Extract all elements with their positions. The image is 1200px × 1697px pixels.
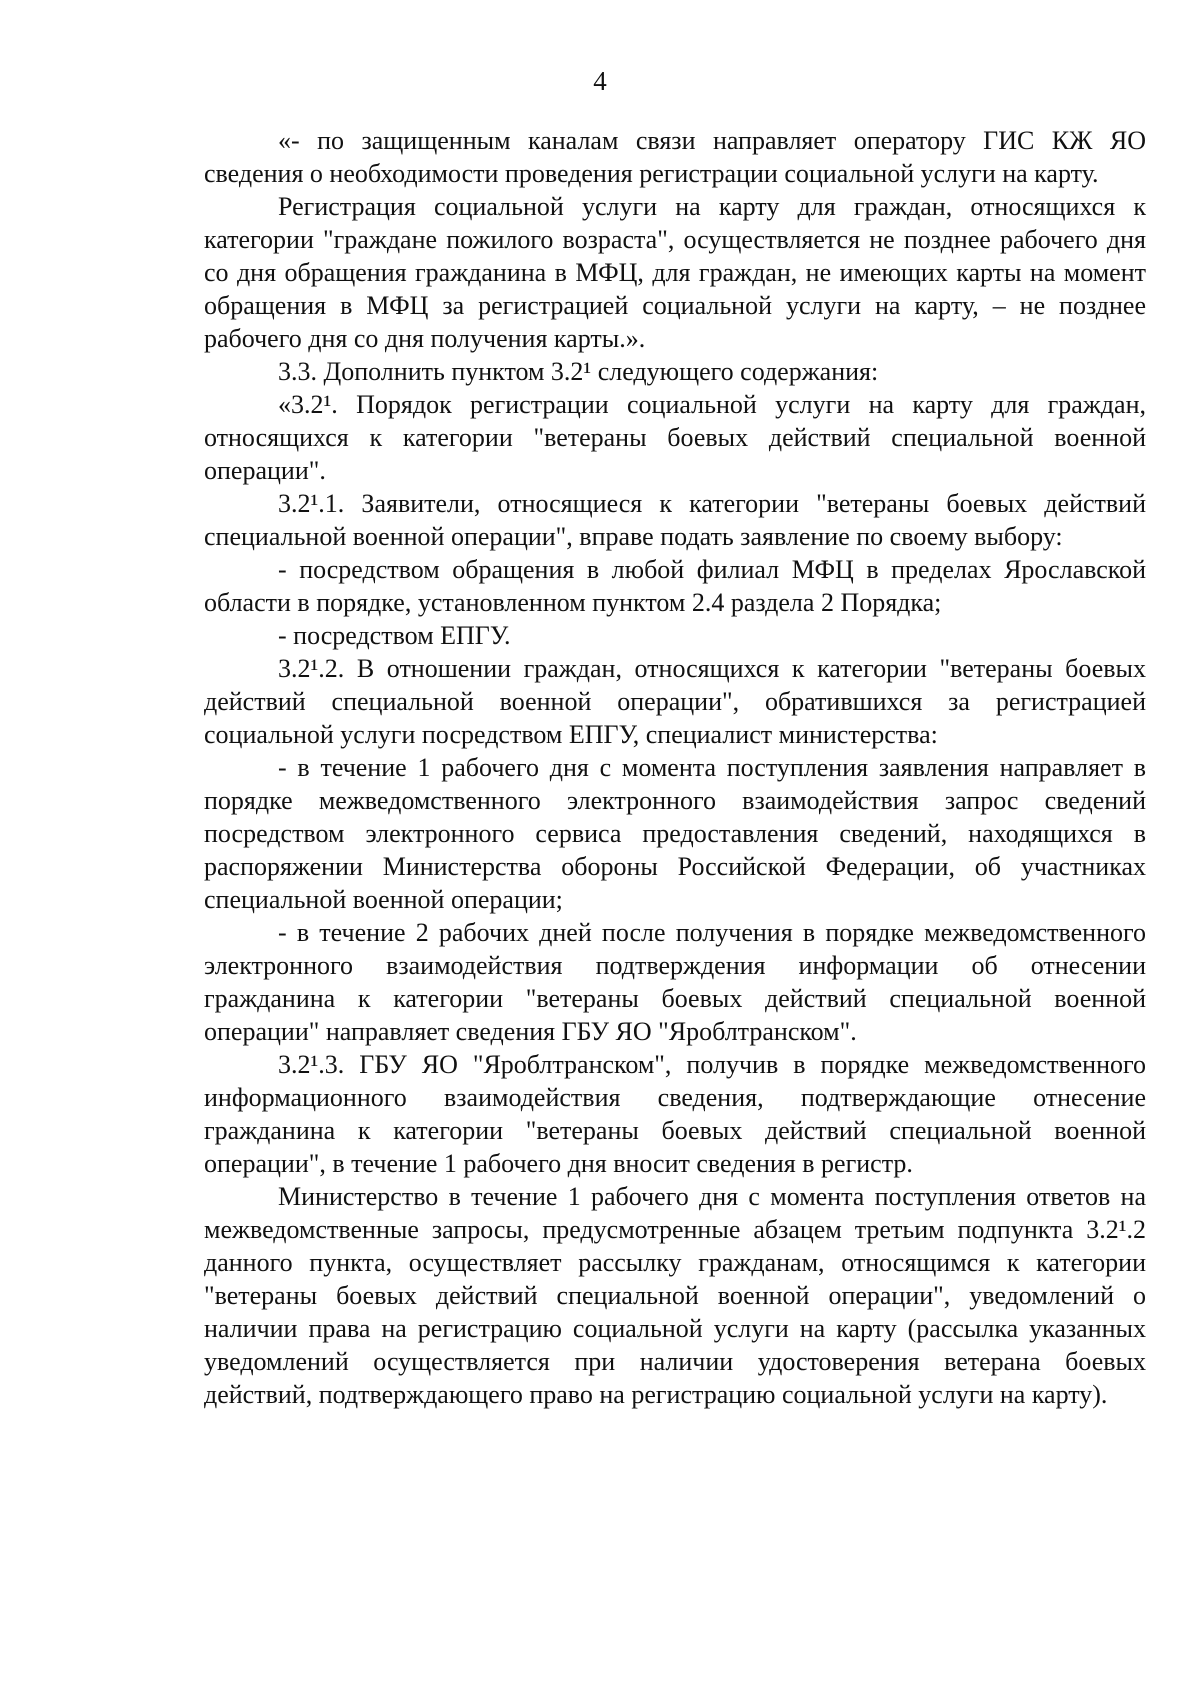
paragraph-9: - в течение 1 рабочего дня с момента поступления заявления направляет в порядке межведомственного электронного взаимодействия запрос сведений посредством электронного сервиса предоставления сведений, находящихся в распоряжении Министерства обороны Российской Федерации, об участниках специальной военной операции; (204, 753, 1146, 914)
paragraph-11: 3.2¹.3. ГБУ ЯО "Яроблтранском", получив в порядке межведомственного информационного взаимодействия сведения, подтверждающие отнесение гражданина к категории "ветераны боевых действий специальной военной операции", в течение 1 рабочего дня вносит сведения в регистр. (204, 1050, 1146, 1178)
paragraph-8: 3.2¹.2. В отношении граждан, относящихся к категории "ветераны боевых действий специальной военной операции", обратившихся за регистрацией социальной услуги посредством ЕПГУ, специалист министерства: (204, 654, 1146, 749)
paragraph-7: - посредством ЕПГУ. (278, 621, 511, 650)
paragraph-12: Министерство в течение 1 рабочего дня с момента поступления ответов на межведомственные запросы, предусмотренные абзацем третьим подпункта 3.2¹.2 данного пункта, осуществляет рассылку гражданам, относящимся к категории "ветераны боевых действий специальной военной операции", уведомлений о наличии права на регистрацию социальной услуги на карту (рассылка указанных уведомлений осуществляется при наличии удостоверения ветерана боевых действий, подтверждающего право на регистрацию социальной услуги на карту). (204, 1182, 1146, 1409)
page-number: 4 (593, 66, 607, 96)
paragraph-2: Регистрация социальной услуги на карту для граждан, относящихся к категории "граждане пожилого возраста", осуществляется не позднее рабочего дня со дня обращения гражданина в МФЦ, для граждан, не имеющих карты на момент обращения в МФЦ за регистрацией социальной услуги на карту, – не позднее рабочего дня со дня получения карты.». (204, 192, 1146, 353)
paragraph-3: 3.3. Дополнить пунктом 3.2¹ следующего содержания: (278, 357, 879, 386)
paragraph-4: «3.2¹. Порядок регистрации социальной услуги на карту для граждан, относящихся к категории "ветераны боевых действий специальной военной операции". (204, 390, 1146, 485)
paragraph-1: «- по защищенным каналам связи направляет оператору ГИС КЖ ЯО сведения о необходимости проведения регистрации социальной услуги на карту. (204, 126, 1146, 188)
paragraph-5: 3.2¹.1. Заявители, относящиеся к категории "ветераны боевых действий специальной военной операции", вправе подать заявление по своему выбору: (204, 489, 1146, 551)
document-body (204, 124, 1146, 1411)
paragraph-10: - в течение 2 рабочих дней после получения в порядке межведомственного электронного взаимодействия подтверждения информации об отнесении гражданина к категории "ветераны боевых действий специальной военной операции" направляет сведения ГБУ ЯО "Яроблтранском". (204, 918, 1146, 1046)
paragraph-6: - посредством обращения в любой филиал МФЦ в пределах Ярославской области в порядке, установленном пунктом 2.4 раздела 2 Порядка; (204, 555, 1146, 617)
